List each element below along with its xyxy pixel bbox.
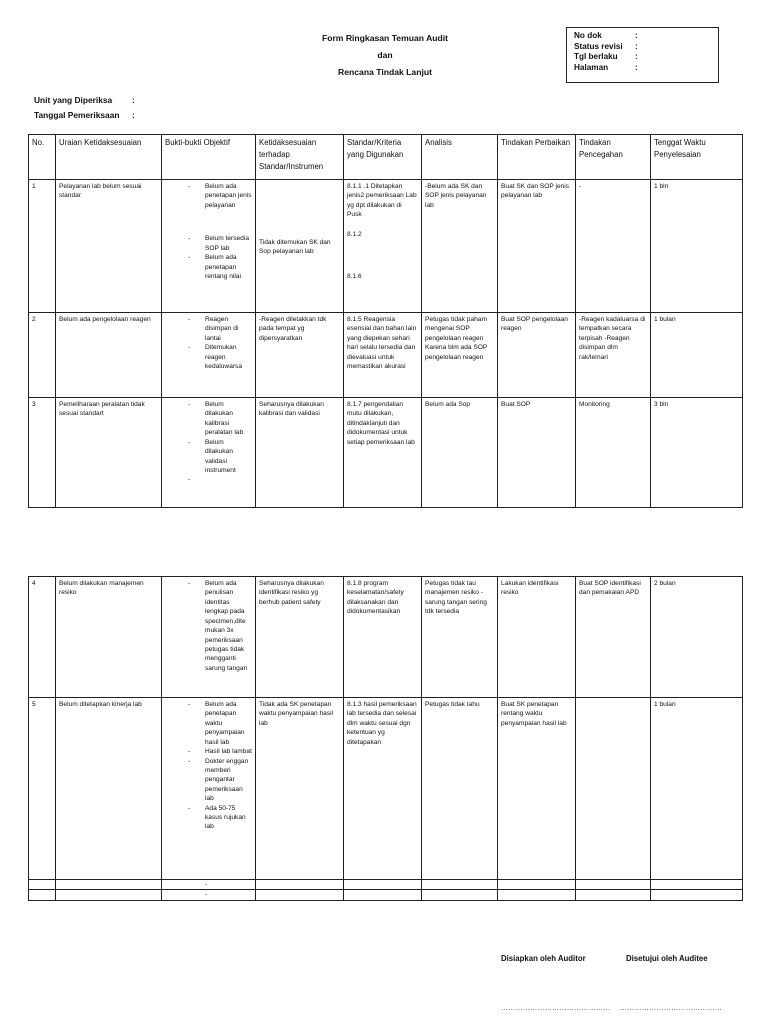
auditor-signature-line: ………………………………………: [501, 1005, 611, 1012]
document-info-box: [566, 27, 719, 83]
auditee-signature-line: ……………………………………: [620, 1005, 723, 1012]
auditor-signature-label: Disiapkan oleh Auditor: [501, 954, 586, 963]
form-title: Form Ringkasan Temuan Audit: [321, 33, 449, 43]
unit-label: Unit yang Diperiksa: [34, 95, 113, 105]
audit-table-page-1: [28, 134, 743, 508]
row-no: 2: [29, 313, 56, 398]
header-pencegahan: Tindakan Pencegahan: [576, 135, 651, 180]
bukti-item: - Belum ada penetapan waktu penyampaian hasil lab: [205, 700, 252, 747]
bukti-list: [165, 400, 252, 485]
header-bukti: Bukti-bukti Objektif: [162, 135, 256, 180]
row-analisis: Petugas tidak tahu: [422, 698, 498, 880]
row-uraian: Pelayanan lab belum sesuai standar: [56, 180, 162, 313]
status-revisi-row: Status revisi :: [574, 41, 638, 51]
row-perbaikan: Lakukan identifikasi resiko: [498, 577, 576, 698]
row-standar: 8.1.8 program keselamatan/safety dilaksanakan dan didokumentasikan: [344, 577, 422, 698]
table-row: [29, 698, 743, 880]
bukti-item: - Hasil lab lambat: [205, 747, 252, 756]
row-tenggat: 1 bulan: [651, 313, 743, 398]
row-pencegahan: [576, 698, 651, 880]
row-pencegahan: -Reagen kadaluarsa di tempatkan secara terpisah -Reagen disimpan dlm rak/lemari: [576, 313, 651, 398]
row-perbaikan: Buat SOP pengelolaan reagen: [498, 313, 576, 398]
header-standar: Standar/Kriteria yang Digunakan: [344, 135, 422, 180]
bukti-list: [165, 700, 252, 832]
header-uraian: Uraian Ketidaksesuaian: [56, 135, 162, 180]
bukti-list: [165, 234, 252, 281]
bukti-item: - Belum dilakukan validasi instrument: [205, 438, 252, 476]
row-tenggat: 2 bulan: [651, 577, 743, 698]
auditee-signature-label: Disetujui oleh Auditee: [626, 954, 708, 963]
table-row: [29, 577, 743, 698]
row-bukti: [162, 577, 256, 698]
row-standar: 8.1.5 Reagensia esensial dan bahan lain yang diериkan sehari hari selalu tersedia dan dievaluasi untuk memastikan akurasi: [344, 313, 422, 398]
header-no: No.: [29, 135, 56, 180]
row-no: 4: [29, 577, 56, 698]
row-ketidaksesuaian: Seharusnya dilakukan identifikasi resiko yg berhub patient safety: [256, 577, 344, 698]
bukti-list: [165, 579, 252, 673]
table-row: [29, 313, 743, 398]
bukti-item: - Belum ada penetapan rentang nilai: [205, 253, 252, 281]
row-analisis: -Belum ada SK dan SOP jenis pelayanan lab: [422, 180, 498, 313]
row-no: 3: [29, 398, 56, 508]
row-bukti: [162, 398, 256, 508]
header-perbaikan: Tindakan Perbaikan: [498, 135, 576, 180]
unit-field: Unit yang Diperiksa :: [34, 95, 135, 105]
row-perbaikan: Buat SOP: [498, 398, 576, 508]
row-uraian: Belum ditetapkan kinerja lab: [56, 698, 162, 880]
row-uraian: Pemeliharaan peralatan tidak sesuai standart: [56, 398, 162, 508]
bukti-list: [165, 315, 252, 372]
row-ketidaksesuaian: -Reagen diletakkan tdk pada tempat yg dipersyaratkan: [256, 313, 344, 398]
bukti-list: [165, 182, 252, 210]
doc-number-row: No dok :: [574, 31, 638, 40]
header-ketidaksesuaian: Ketidaksesuaian terhadap Standar/Instrumen: [256, 135, 344, 180]
row-perbaikan: Buat SK dan SOP jenis pelayanan lab: [498, 180, 576, 313]
row-pencegahan: Monitoring: [576, 398, 651, 508]
row-standar: 8.1.1 .1 Ditetapkan jenis2 pemeriksaan Lab yg dpt dilakukan di Pusk 8.1.2 8.1.6: [344, 180, 422, 313]
row-standar: 8.1.7 pengendalian mutu dilakukan, ditindaklanjuti dan didokumentasi untuk setiap pemeriksaan lab: [344, 398, 422, 508]
bukti-item: - Belum ada penulisan identitas lengkap pada specimen,dite mukan 3x pemeriksaan petugas tidak mengganti sarung tangan: [205, 579, 252, 673]
row-analisis: Petugas tidak tau manajemen resiko -sarung tangan sering tdk tersedia: [422, 577, 498, 698]
row-tenggat: 1 bulan: [651, 698, 743, 880]
bukti-item: - Ditemukan reagen kedaluwarsa: [205, 343, 252, 371]
row-standar: 8.1.3 hasil pemeriksaan lab tersedia dan selesai dlm waktu sesuai dgn ketentuan yg ditetapakan: [344, 698, 422, 880]
row-tenggat: 1 bln: [651, 180, 743, 313]
row-no: 5: [29, 698, 56, 880]
bukti-item: - Dokter enggan memberi pengantar pemeriksaan lab: [205, 757, 252, 804]
header-tenggat: Tenggat Waktu Penyelesaian: [651, 135, 743, 180]
row-bukti: [162, 313, 256, 398]
row-tenggat: 3 bln: [651, 398, 743, 508]
row-pencegahan: -: [576, 180, 651, 313]
audit-table-page-2: [28, 576, 743, 901]
table-row-blank: -: [29, 880, 743, 890]
row-ketidaksesuaian: Tidak ada SK penetapan waktu penyampaian hasil lab: [256, 698, 344, 880]
bukti-item: - Belum ada penetapan jenis pelayanan: [205, 182, 252, 210]
header-analisis: Analisis: [422, 135, 498, 180]
table-row: [29, 398, 743, 508]
bukti-item: - Reagen disimpan di lantai: [205, 315, 252, 343]
row-ketidaksesuaian: Seharusnya dilakukan kalibrasi dan validasi: [256, 398, 344, 508]
halaman-row: Halaman :: [574, 62, 638, 72]
date-field: Tanggal Pemeriksaan :: [34, 110, 135, 120]
row-ketidaksesuaian: Tidak ditemukan SK dan Sop pelayanan lab: [256, 180, 344, 313]
date-label: Tanggal Pemeriksaan: [34, 110, 120, 120]
row-uraian: Belum dilakukan manajemen resiko: [56, 577, 162, 698]
row-perbaikan: Buat SK penetapan rentang waktu penyampaian hasil lab: [498, 698, 576, 880]
row-bukti: [162, 698, 256, 880]
bukti-item: [205, 475, 252, 484]
table-row: [29, 180, 743, 313]
form-title-connector: dan: [377, 50, 393, 60]
table-row-blank: -: [29, 890, 743, 900]
form-subtitle: Rencana Tindak Lanjut: [338, 67, 432, 77]
row-no: 1: [29, 180, 56, 313]
row-analisis: Petugas tidak paham mengenai SOP pengelolaan reagen Karena blm ada SOP pengelolaan reagen: [422, 313, 498, 398]
bukti-item: - Belum dilakukan kalibrasi peralatan lab: [205, 400, 252, 438]
row-pencegahan: Buat SOP identifikasi dan pemakaian APD: [576, 577, 651, 698]
table-header-row: [29, 135, 743, 180]
row-bukti: [162, 180, 256, 313]
bukti-item: - Belum tersedia SOP lab: [205, 234, 252, 253]
tgl-berlaku-row: Tgl berlaku :: [574, 52, 638, 61]
row-uraian: Belum ada pengelolaan reagen: [56, 313, 162, 398]
row-analisis: Belum ada Sop: [422, 398, 498, 508]
bukti-item: - Ada 50-75 kasus rujukan lab: [205, 804, 252, 832]
